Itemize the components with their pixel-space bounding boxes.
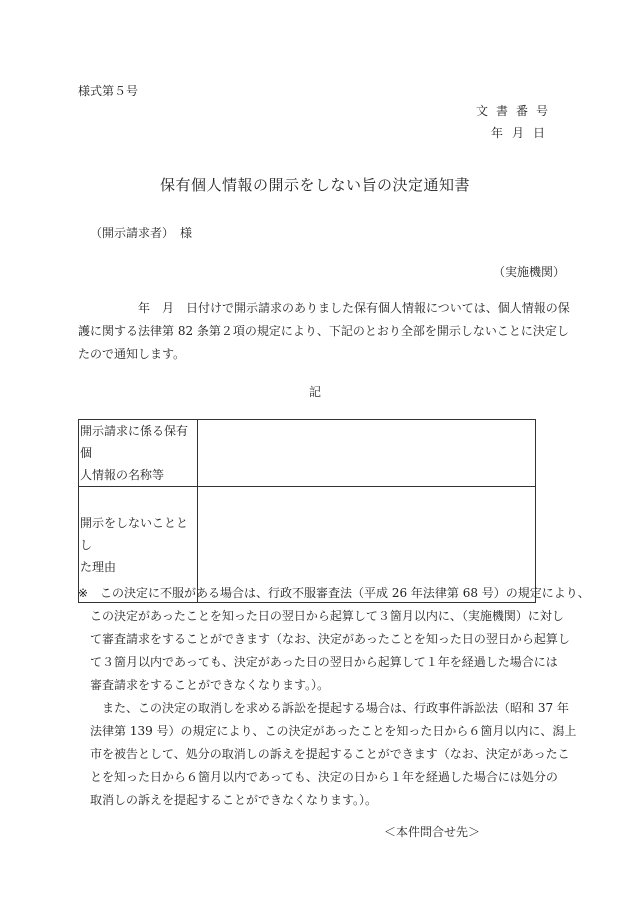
note-line: 取消しの訴えを提起することができなくなります。）。 [78, 793, 378, 807]
note-line: ※ この決定に不服がある場合は、行政不服審査法（平成 26 年法律第 68 号）の規定により、 [78, 582, 558, 605]
body-line: たので通知します。 [78, 347, 186, 361]
note-line: 審査請求をすることができなくなります。）。 [78, 678, 330, 692]
row-value-info-name [198, 420, 536, 487]
row-label-info-name [79, 420, 198, 487]
label-line: 開示請求に係る保有個 [80, 424, 189, 460]
note-line: また、この決定の取消しを求める訴訟を提起する場合は、行政事件訴訟法（昭和 37 年 [78, 701, 569, 715]
table-row [79, 420, 536, 487]
note-line: とを知った日から６箇月以内であっても、決定の日から１年を経過した場合には処分の [78, 770, 558, 784]
label-line: 人情報の名称等 [80, 468, 165, 482]
contact-heading: ＜本件問合せ先＞ [384, 825, 481, 839]
notice-body [78, 297, 570, 366]
note-line: て審査請求をすることができます（なお、決定があったことを知った日の翌日から起算し [78, 632, 570, 646]
note-mark: ※ [78, 586, 89, 600]
ki-heading: 記 [308, 385, 321, 399]
document-title: 保有個人情報の開示をしない旨の決定通知書 [159, 176, 470, 194]
date-label: 年月日 [491, 126, 555, 140]
form-number: 様式第５号 [78, 84, 139, 98]
issuing-agency: （実施機関） [493, 265, 566, 279]
label-line: 開示をしないこととし [80, 515, 189, 552]
body-line: 護に関する法律第 82 条第２項の規定により、下記のとおり全部を開示しないことに決定し [78, 324, 569, 338]
note-line: この決定があったことを知った日の翌日から起算して３箇月以内に、（実施機関）に対し [78, 609, 564, 623]
document-number-label: 文書番号 [476, 104, 557, 118]
appeal-notes [78, 582, 590, 812]
label-line: た理由 [80, 559, 117, 574]
body-line: 年 月 日付けで開示請求のありました保有個人情報については、個人情報の保 [78, 301, 570, 315]
note-line: 市を被告として、処分の取消しの訴えを提起することができます（なお、決定があったこ [78, 747, 570, 761]
addressee: （開示請求者） 様 [90, 226, 193, 240]
note-line: 法律第 139 号）の規定により、この決定があったことを知った日から６箇月以内に、潟上 [78, 724, 577, 738]
note-line: て３箇月以内であっても、決定があった日の翌日から起算して１年を経過した場合には [78, 655, 558, 669]
info-table [78, 419, 536, 603]
